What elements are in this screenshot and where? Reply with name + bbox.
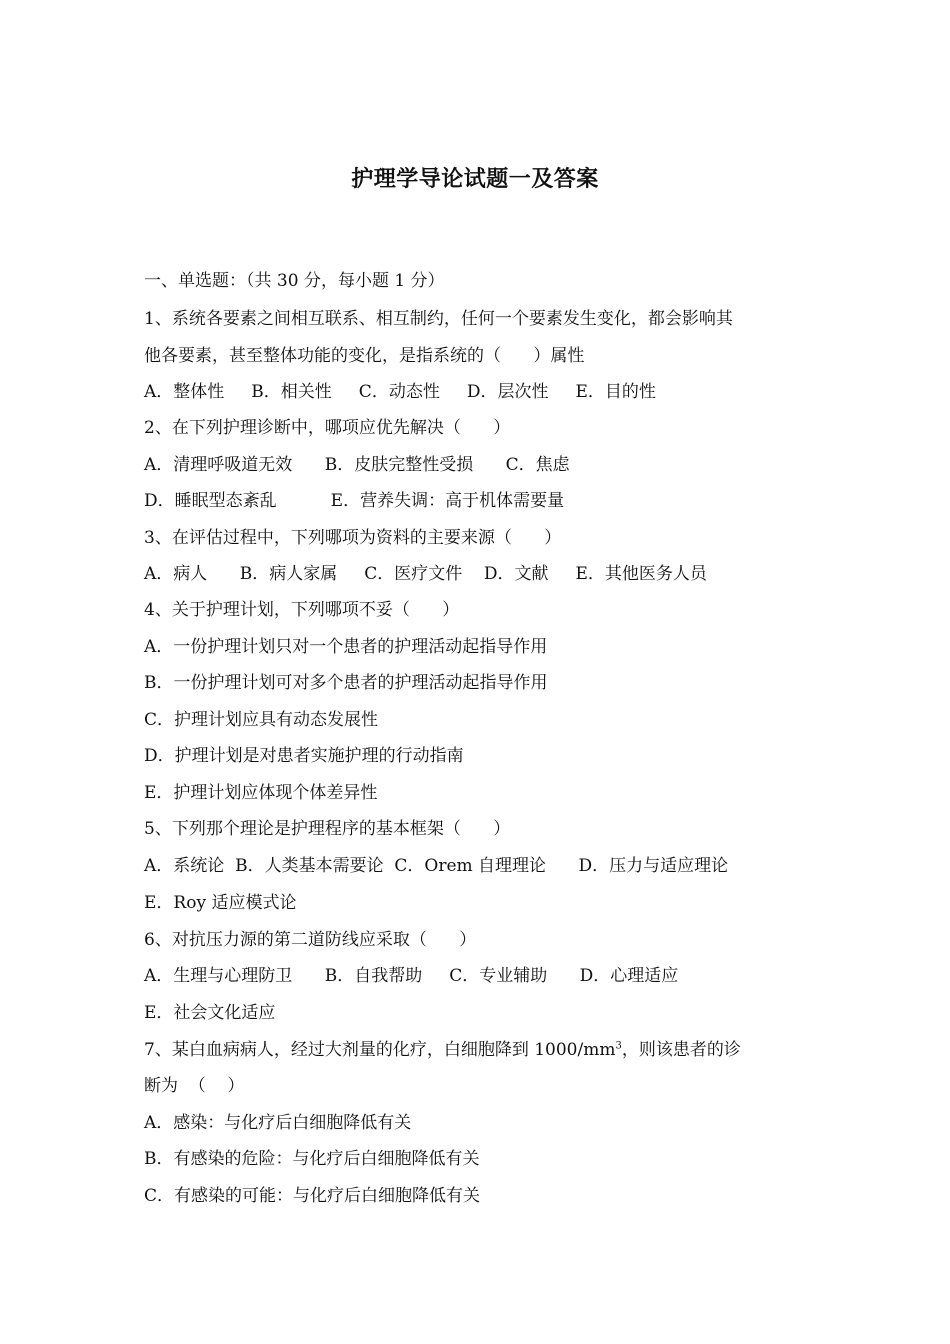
question-1-line-2: 他各要素，甚至整体功能的变化，是指系统的（ ）属性 (144, 346, 585, 366)
question-4-option-b: B．一份护理计划可对多个患者的护理活动起指导作用 (144, 673, 548, 693)
question-5-options-2: E．Roy 适应模式论 (144, 893, 297, 913)
question-7-option-a: A．感染：与化疗后白细胞降低有关 (144, 1113, 412, 1133)
question-6-options-2: E．社会文化适应 (144, 1003, 276, 1023)
question-2-options-2: D．睡眠型态紊乱 E．营养失调：高于机体需要量 (144, 491, 565, 511)
question-5-options-1: A．系统论 B．人类基本需要论 C．Orem 自理理论 D．压力与适应理论 (144, 856, 729, 876)
question-2: 2、在下列护理诊断中，哪项应优先解决（ ） (144, 418, 511, 438)
question-7-option-b: B．有感染的危险：与化疗后白细胞降低有关 (144, 1149, 480, 1169)
question-4-option-d: D．护理计划是对患者实施护理的行动指南 (144, 746, 464, 766)
question-4-option-a: A．一份护理计划只对一个患者的护理活动起指导作用 (144, 637, 548, 657)
question-4: 4、关于护理计划，下列哪项不妥（ ） (144, 600, 460, 620)
section-heading: 一、单选题：（共 30 分，每小题 1 分） (144, 271, 445, 291)
question-1-line-1: 1、系统各要素之间相互联系、相互制约，任何一个要素发生变化，都会影响其 (144, 309, 733, 329)
question-2-options-1: A．清理呼吸道无效 B．皮肤完整性受损 C．焦虑 (144, 455, 570, 475)
document-title: 护理学导论试题一及答案 (351, 166, 599, 192)
question-5: 5、下列那个理论是护理程序的基本框架（ ） (144, 819, 511, 839)
question-7-line-2: 断为 （ ） (144, 1076, 245, 1096)
question-7-text-end: ，则该患者的诊 (621, 1040, 741, 1060)
question-7-text: 7、某白血病病人，经过大剂量的化疗，白细胞降到 1000/mm (144, 1040, 616, 1060)
question-3: 3、在评估过程中，下列哪项为资料的主要来源（ ） (144, 528, 562, 548)
superscript-3: 3 (615, 1040, 622, 1052)
question-3-options: A．病人 B．病人家属 C．医疗文件 D．文献 E．其他医务人员 (144, 564, 707, 584)
question-6-options-1: A．生理与心理防卫 B．自我帮助 C．专业辅助 D．心理适应 (144, 966, 679, 986)
question-7-option-c: C．有感染的可能：与化疗后白细胞降低有关 (144, 1186, 481, 1206)
question-4-option-e: E．护理计划应体现个体差异性 (144, 783, 378, 803)
question-6: 6、对抗压力源的第二道防线应采取（ ） (144, 930, 477, 950)
question-7-line-1 (144, 1039, 741, 1061)
question-4-option-c: C．护理计划应具有动态发展性 (144, 710, 379, 730)
question-1-options: A．整体性 B．相关性 C．动态性 D．层次性 E．目的性 (144, 382, 656, 402)
